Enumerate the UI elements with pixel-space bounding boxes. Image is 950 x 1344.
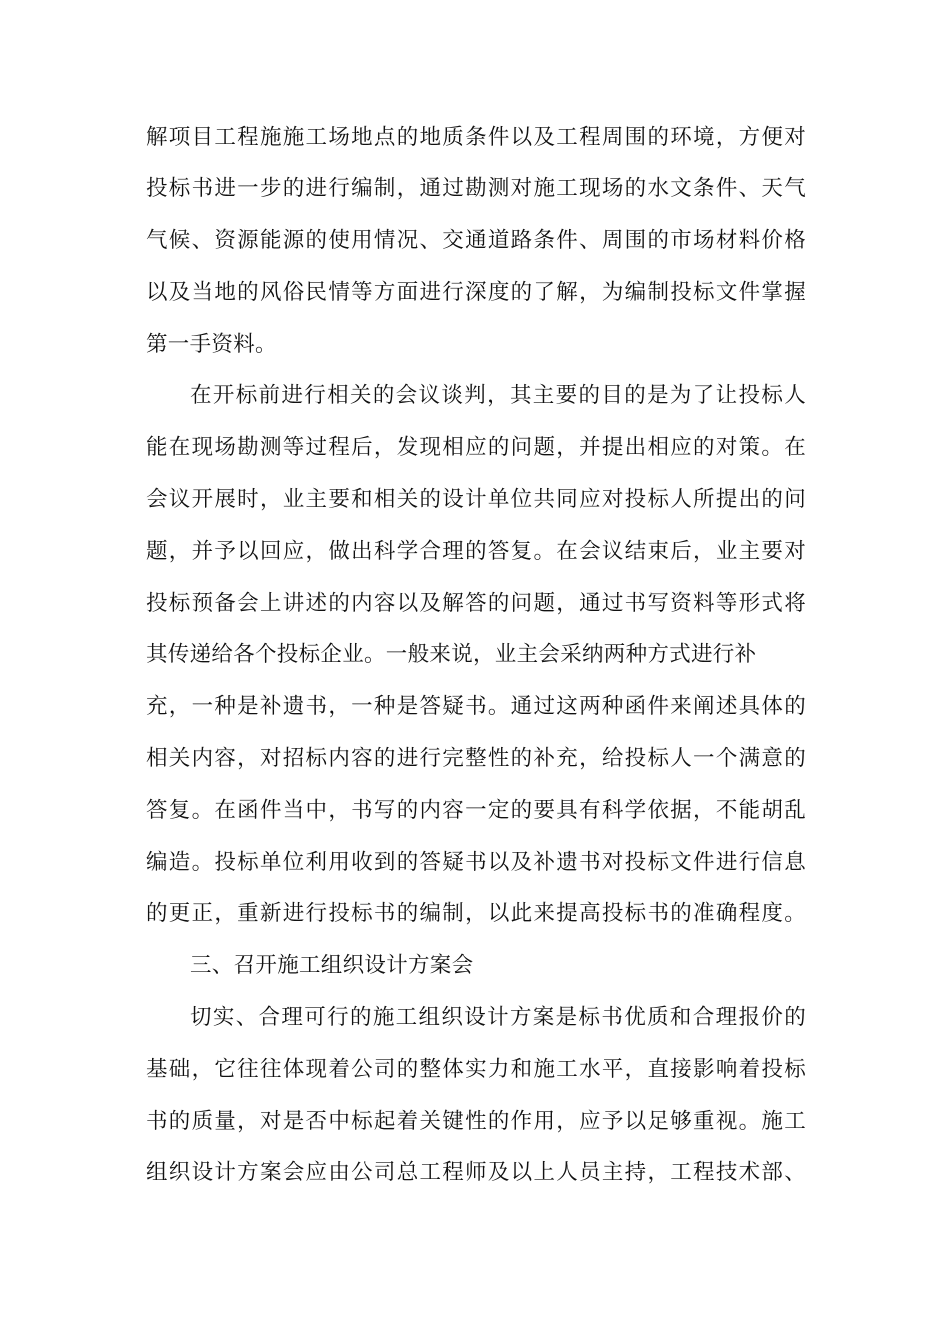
text-line: 充，一种是补遗书，一种是答疑书。通过这两种函件来阐述具体的 xyxy=(146,694,806,719)
text-line: 解项目工程施施工场地点的地质条件以及工程周围的环境，方便对 xyxy=(146,125,806,150)
text-line: 书的质量，对是否中标起着关键性的作用，应予以足够重视。施工 xyxy=(146,1109,806,1134)
text-line: 以及当地的风俗民情等方面进行深度的了解，为编制投标文件掌握 xyxy=(146,280,806,305)
text-line: 切实、合理可行的施工组织设计方案是标书优质和合理报价的 xyxy=(190,1005,806,1030)
text-line: 其传递给各个投标企业。一般来说，业主会采纳两种方式进行补 xyxy=(146,642,757,667)
text-line: 基础，它往往体现着公司的整体实力和施工水平，直接影响着投标 xyxy=(146,1057,806,1082)
text-line: 在开标前进行相关的会议谈判，其主要的目的是为了让投标人 xyxy=(190,383,806,408)
text-line: 答复。在函件当中，书写的内容一定的要具有科学依据，不能胡乱 xyxy=(146,798,806,823)
text-line: 组织设计方案会应由公司总工程师及以上人员主持，工程技术部、 xyxy=(146,1160,806,1185)
text-line: 会议开展时，业主要和相关的设计单位共同应对投标人所提出的问 xyxy=(146,487,806,512)
text-line: 编造。投标单位利用收到的答疑书以及补遗书对投标文件进行信息 xyxy=(146,850,806,875)
text-line: 相关内容，对招标内容的进行完整性的补充，给投标人一个满意的 xyxy=(146,746,806,771)
section-heading: 三、召开施工组织设计方案会 xyxy=(190,953,474,978)
text-line: 第一手资料。 xyxy=(146,332,277,357)
text-line: 投标书进一步的进行编制，通过勘测对施工现场的水文条件、天气 xyxy=(146,176,806,201)
text-line: 题，并予以回应，做出科学合理的答复。在会议结束后，业主要对 xyxy=(146,539,806,564)
text-line: 气候、资源能源的使用情况、交通道路条件、周围的市场材料价格 xyxy=(146,228,806,253)
text-line: 投标预备会上讲述的内容以及解答的问题，通过书写资料等形式将 xyxy=(146,591,806,616)
text-line: 能在现场勘测等过程后，发现相应的问题，并提出相应的对策。在 xyxy=(146,435,806,460)
text-line: 的更正，重新进行投标书的编制，以此来提高投标书的准确程度。 xyxy=(146,901,806,926)
